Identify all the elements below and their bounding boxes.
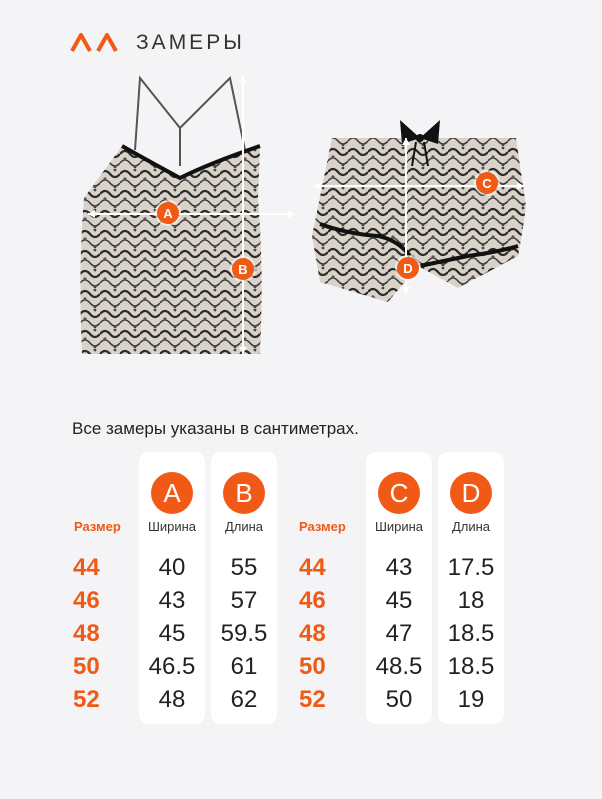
size-header-1: Размер [74, 519, 121, 534]
measurement-value: 48 [158, 686, 186, 713]
size-value: 52 [299, 686, 326, 713]
measurement-value: 61 [230, 653, 258, 680]
marker-a: A [157, 202, 179, 224]
measurement-value: 18 [457, 587, 485, 614]
measurement-value: 43 [158, 587, 186, 614]
column-header-width-c: Ширина [374, 519, 424, 534]
measurement-value: 40 [158, 554, 186, 581]
shorts-image [308, 106, 530, 311]
measurement-value: 59.5 [220, 620, 268, 647]
measurement-value: 55 [230, 554, 258, 581]
column-header-length-b: Длина [224, 519, 264, 534]
size-header-2: Размер [299, 519, 346, 534]
size-value: 50 [299, 653, 326, 680]
units-note: Все замеры указаны в сантиметрах. [72, 419, 359, 438]
measurement-value: 18.5 [447, 620, 495, 647]
measurement-value: 45 [158, 620, 186, 647]
measurement-value: 43 [385, 554, 413, 581]
measurement-value: 19 [457, 686, 485, 713]
size-value: 52 [73, 686, 100, 713]
measurement-value: 62 [230, 686, 258, 713]
header [70, 30, 245, 56]
size-value: 48 [299, 620, 326, 647]
badge-d: D [450, 472, 492, 514]
camisole-image [80, 68, 305, 358]
size-value: 44 [299, 554, 326, 581]
size-value: 50 [73, 653, 100, 680]
marker-c: C [476, 172, 498, 194]
size-value: 44 [73, 554, 100, 581]
brand-logo-icon [70, 33, 122, 53]
page-title: ЗАМЕРЫ [136, 31, 245, 54]
measurement-value: 48.5 [375, 653, 423, 680]
measurement-value: 46.5 [148, 653, 196, 680]
badge-b: B [223, 472, 265, 514]
size-value: 48 [73, 620, 100, 647]
marker-d: D [397, 257, 419, 279]
marker-b: B [232, 258, 254, 280]
measurement-value: 47 [385, 620, 413, 647]
badge-c: C [378, 472, 420, 514]
measurement-value: 45 [385, 587, 413, 614]
size-value: 46 [299, 587, 326, 614]
measurement-value: 17.5 [447, 554, 495, 581]
size-value: 46 [73, 587, 100, 614]
measurement-value: 57 [230, 587, 258, 614]
measurement-value: 50 [385, 686, 413, 713]
column-header-width-a: Ширина [147, 519, 197, 534]
column-header-length-d: Длина [451, 519, 491, 534]
badge-a: A [151, 472, 193, 514]
measurement-value: 18.5 [447, 653, 495, 680]
